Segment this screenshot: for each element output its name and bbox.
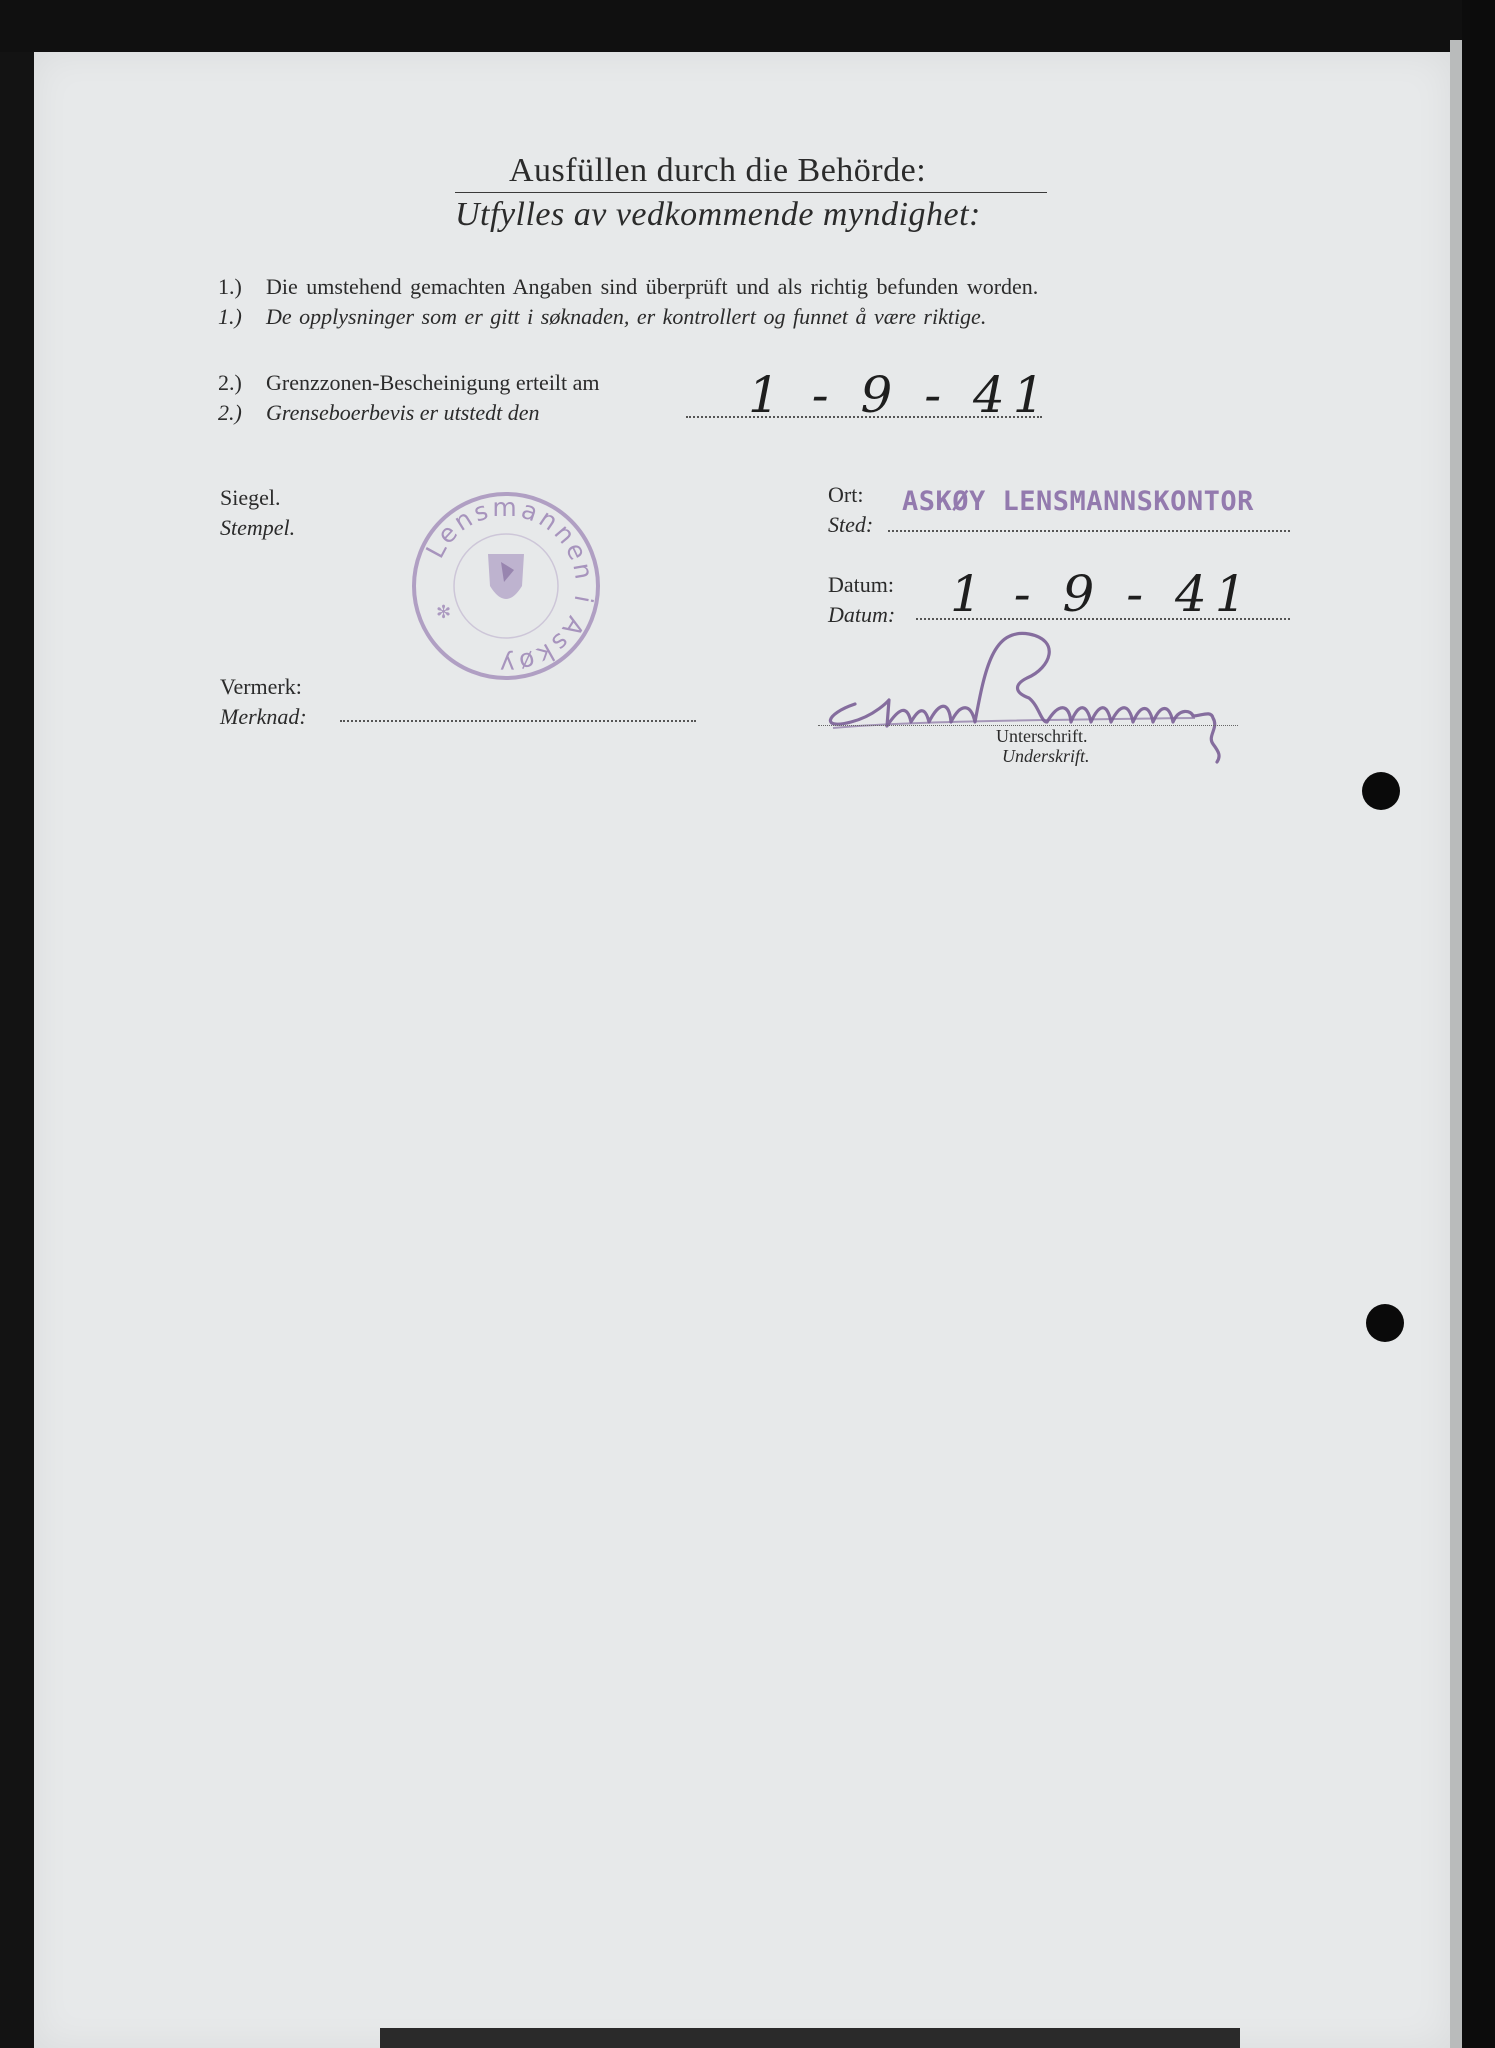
scan-top-edge [0,0,1495,52]
scan-bottom-tab [380,2028,1240,2048]
document-page [34,52,1450,2048]
seal-ring-text: Lensmannen i Askøy [420,492,600,680]
item2-text-no: Grenseboerbevis er utstedt den [266,400,540,425]
item2-handwritten-date: 1 - 9 - 41 [748,366,1053,424]
date-label-no: Datum: [828,602,896,627]
seal-star-icon: ✻ [436,602,452,623]
seal-label-de: Siegel. [220,485,281,510]
item2-date-line [686,416,1042,418]
scan-right-edge [1462,0,1495,2048]
official-seal-stamp [406,486,606,686]
heading-norwegian: Utfylles av vedkommende myndighet: [455,196,981,233]
place-label-no: Sted: [828,512,874,537]
punch-hole-upper [1362,772,1400,810]
heading-german: Ausfüllen durch die Behörde: [509,152,927,189]
signature-label-no: Underskrift. [1002,746,1090,766]
remark-label-de: Vermerk: [220,674,302,699]
item1-text-no: De opplysninger som er gitt i søknaden, er kontrollert og funnet å være riktige. [266,304,987,329]
item1-number-no: 1.) [218,304,242,329]
place-line [888,530,1290,532]
item2-number-de: 2.) [218,370,242,395]
seal-label-no: Stempel. [220,515,296,540]
date-label-de: Datum: [828,572,894,597]
item1-text-de: Die umstehend gemachten Angaben sind überprüft und als richtig befunden worden. [266,274,1039,299]
heading-underline [455,192,1047,193]
place-label-de: Ort: [828,482,864,507]
remark-label-no: Merknad: [220,704,307,729]
scan-right-strip [1450,40,1462,2048]
item2-number-no: 2.) [218,400,242,425]
office-name-stamp: ASKØY LENSMANNSKONTOR [902,486,1254,517]
signature-label-de: Unterschrift. [996,726,1088,746]
remark-line [340,720,696,722]
punch-hole-lower [1366,1304,1404,1342]
item1-number-de: 1.) [218,274,242,299]
item2-text-de: Grenzzonen-Bescheinigung erteilt am [266,370,600,395]
handwritten-date: 1 - 9 - 41 [950,565,1255,623]
